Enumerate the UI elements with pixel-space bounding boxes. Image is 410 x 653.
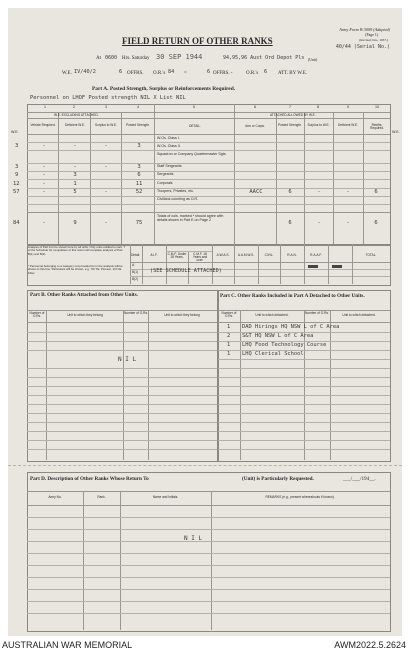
analysis-header-total: TOTAL. <box>365 253 377 257</box>
cell: - <box>73 143 77 149</box>
part-c-row-number: 1 <box>227 324 231 330</box>
offrs2-label: OFFRS. - <box>213 71 233 76</box>
cell: 6 <box>137 172 141 178</box>
cell: - <box>73 164 77 170</box>
cell: 6 <box>288 189 292 195</box>
schedule-attached-note: (SEE SCHEDULE ATTACHED) <box>150 268 222 274</box>
part-c-header-number-2: Number of O.Rs. <box>305 311 329 315</box>
cell: - <box>104 189 108 195</box>
cell: - <box>104 164 108 170</box>
detail-cqms: Squadron or Company Quartermaster Sgts. <box>157 152 227 156</box>
analysis-note-2: * Personnel belonging to a category not provided for in the analysis will be shown in this line. Particulars will be shown, e.g., 50 T.E. Pioneer, 10 N.E. Fitter. <box>28 264 123 275</box>
cell: 9 <box>73 220 77 226</box>
unit-name: 94,95,96 Aust Ord Depot Pls <box>223 55 305 61</box>
cell: 6 <box>374 220 378 226</box>
we-value-row: 57 <box>13 189 20 195</box>
form-reference: Army Form W.3009 (Adapted) <box>339 27 390 32</box>
part-b-title: Part B. Other Ranks Attached from Other Units. <box>30 292 138 298</box>
we-side-label: W.E. <box>11 130 19 134</box>
part-d-title-unit: (Unit) is Particularly Requested. <box>242 476 314 482</box>
cell: - <box>42 143 46 149</box>
offrs-label: OFFRS. <box>127 71 144 76</box>
cell: - <box>317 189 321 195</box>
we-excluding-attached-label: W.E. EXCLUDING ATTACHED. <box>54 113 99 117</box>
part-d-date-blank: ___/___/194__. <box>343 476 376 482</box>
cell: - <box>42 220 46 226</box>
cell: - <box>104 220 108 226</box>
we-value-row: 9 <box>15 172 19 178</box>
part-d-header-remarks: REMARKS (e.g., present whereabouts if known). <box>265 495 335 499</box>
cell: - <box>104 143 108 149</box>
detail-corporals: Corporals <box>157 181 173 185</box>
at-label: At <box>96 56 101 61</box>
detail-totals: Totals of cols. marked * should agree with details shown in Part E on Page 2 <box>157 214 224 223</box>
part-b-header-unit: Unit to which they belong <box>67 313 103 317</box>
part-b-header-number-2: Number of O.Rs. <box>124 311 148 315</box>
analysis-header-raaf: R.A.A.F. <box>310 253 322 257</box>
redaction-mark <box>332 265 342 268</box>
header-vehicle-required: Vehicle Required. <box>30 123 56 127</box>
we-value-row: 84 <box>13 220 20 226</box>
cell: 3 <box>137 143 141 149</box>
cell: 52 <box>135 189 143 195</box>
footer-accession-number: AWM2022.5.2624 <box>334 640 406 650</box>
analysis-header-awas: A.W.A.S. <box>216 253 230 257</box>
cell: 3 <box>73 172 77 178</box>
part-d-title: Part D. Description of Other Ranks Whose Return To <box>30 476 149 482</box>
we-value-row: 3 <box>15 164 19 170</box>
detail-civilians: Civilians counting as O.R. <box>157 197 199 201</box>
cell: 1 <box>73 181 77 187</box>
part-c-row-unit: LHQ Clerical School <box>242 351 304 357</box>
detail-troopers: Troopers, Privates, etc. <box>157 189 195 193</box>
header-surplus-we-2: Surplus to W.E. <box>307 123 330 127</box>
cell: 6 <box>374 189 378 195</box>
part-c-row-number: 1 <box>227 351 231 357</box>
equals-sign: = <box>184 71 187 76</box>
detail-wo-class-1: W.Os. Class I. <box>157 136 180 140</box>
cell: 6 <box>288 220 292 226</box>
footer-source: AUSTRALIAN WAR MEMORIAL <box>2 640 133 650</box>
part-c-row-unit: DAD Hirings HQ NSW L of C Area <box>242 324 340 330</box>
header-posted-strength: Posted Strength. <box>126 123 150 127</box>
header-deficient-we-2: Deficient W.E. <box>337 123 359 127</box>
part-c-title: Part C. Other Ranks Included in Part A Detached to Other Units. <box>220 293 365 299</box>
archive-footer <box>0 639 410 653</box>
we-label: W.E. <box>62 71 72 76</box>
part-c-header-number: Number of O.Rs. <box>221 311 237 319</box>
cell: - <box>42 164 46 170</box>
header-deficient-we: Deficient W.E. <box>64 123 86 127</box>
attached-allowed-label: ATTACHED ALLOWED BY W.E. <box>270 113 316 117</box>
cell: 5 <box>73 189 77 195</box>
part-d-header-army-no: Army No. <box>48 495 62 499</box>
analysis-row-b2: B(2) <box>132 277 139 281</box>
col-number: 5 <box>193 105 195 109</box>
we-value-row: 12 <box>13 181 20 187</box>
fold-line <box>8 465 402 466</box>
detail-staff-sergeants: Staff Sergeants <box>157 164 182 168</box>
ors2-label: O.R.'s <box>246 71 259 76</box>
col-number: 6 <box>254 105 256 109</box>
analysis-header-cmf-under-18: C.M.F. Under 18 Years. <box>167 252 187 260</box>
detail-wo-class-2: W.Os. Class II. <box>157 144 181 148</box>
analysis-header-aamws: A.A.M.W.S. <box>237 253 255 257</box>
part-a-title: Part A. Posted Strength, Surplus or Reinforcements Required. <box>92 86 236 92</box>
offrs2-value: 6 <box>207 69 211 75</box>
page-indicator: (Page 1) <box>365 33 378 37</box>
revised-date: (Revised Jan., 1937.) <box>359 38 388 42</box>
part-d-header-name: Name and Initials. <box>152 495 179 499</box>
time-value: 0600 <box>105 55 118 61</box>
cell: - <box>346 189 350 195</box>
header-reinfts-required: Reinfts. Required. <box>370 123 384 131</box>
typed-note: Personnel on LHOF Posted strength NIL X List NIL <box>30 95 186 101</box>
part-c-row-unit: LHQ Food Technology Course <box>242 342 327 348</box>
serial-number: 40/44 (Serial No.) <box>335 44 390 50</box>
analysis-header-ran: R.A.N. <box>287 253 297 257</box>
form-title: FIELD RETURN OF OTHER RANKS <box>122 36 273 46</box>
cell: - <box>42 189 46 195</box>
part-c-row-unit: S&T HQ NSW L of C Area <box>242 333 314 339</box>
ors2-value: 6 <box>264 69 268 75</box>
we-side-label-right: W.E. <box>392 130 400 134</box>
part-c-row-number: 1 <box>227 342 231 348</box>
ors-value: 84 <box>168 69 175 75</box>
analysis-header-civil: CIVIL. <box>264 253 274 257</box>
we-value-row: 3 <box>15 143 19 149</box>
analysis-header-cmf-18-over: C.M.F. 18 Years and over. <box>192 252 208 263</box>
part-d-nil: N I L <box>184 535 203 542</box>
col-number: 10 <box>375 105 379 109</box>
analysis-note: Analysis of Part A to be shown here by all units. Only units entitled to cars. 7 of the Schedule for compilation of this return will complete analysis of Part B(1) and B(2). <box>28 245 126 256</box>
analysis-row-b1: B(1) <box>132 270 139 274</box>
analysis-header-detail: Detail. <box>131 253 141 257</box>
header-detail: DETAIL. <box>189 124 201 128</box>
cell: - <box>42 181 46 187</box>
col-number: 8 <box>317 105 319 109</box>
we-value: IV/40/2 <box>74 69 96 75</box>
unit-label: (Unit) <box>308 58 318 62</box>
hrs-label: Hrs. Saturday <box>122 56 150 61</box>
analysis-row-a: A. <box>132 263 136 267</box>
cell: - <box>346 220 350 226</box>
header-surplus-we: Surplus to W.E. <box>95 123 117 127</box>
part-c-header-unit-2: Unit to which detached. <box>342 313 376 317</box>
redaction-mark <box>308 265 318 268</box>
cell: - <box>42 172 46 178</box>
offrs-value: 6 <box>119 69 123 75</box>
header-posted-strength-2: Posted Strength. <box>278 123 302 127</box>
col-number: 4 <box>137 105 139 109</box>
form-sheet <box>8 8 402 636</box>
part-b-nil: N I L <box>118 356 137 363</box>
col-number: 1 <box>44 105 46 109</box>
cell: 75 <box>135 220 143 226</box>
ors-label: O.R.'s <box>153 71 166 76</box>
detail-sergeants: Sergeants <box>157 172 174 176</box>
cell: 11 <box>135 181 143 187</box>
col-number: 9 <box>347 105 349 109</box>
col-number: 2 <box>73 105 75 109</box>
header-arm-corps: Arm or Corps. <box>245 124 265 128</box>
col-number: 3 <box>105 105 107 109</box>
analysis-header-aif: A.I.F. <box>150 253 158 257</box>
att-by-we-label: ATT. BY W.E. <box>278 71 308 76</box>
part-b-header-number: Number of O.Rs. <box>29 311 45 319</box>
cell: 3 <box>137 164 141 170</box>
date-stamp: 30 SEP 1944 <box>156 53 203 61</box>
col-number: 7 <box>289 105 291 109</box>
cell: - <box>317 220 321 226</box>
part-b-header-unit-2: Unit to which they belong <box>164 313 200 317</box>
arm-corps-value: AACC <box>249 189 263 195</box>
part-c-row-number: 2 <box>227 333 231 339</box>
part-c-header-unit: Unit to which detached. <box>255 313 289 317</box>
part-d-header-rank: Rank. <box>97 495 106 499</box>
